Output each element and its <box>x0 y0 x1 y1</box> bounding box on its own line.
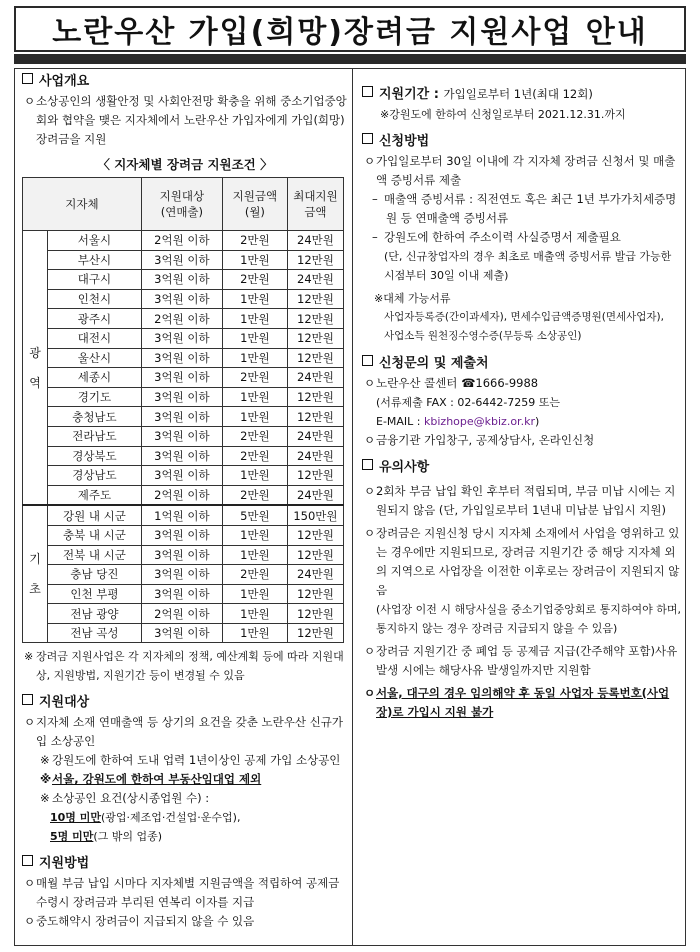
table-cell-region: 광주시 <box>48 309 142 329</box>
caution-item-3: ㅇ장려금 지원기간 중 폐업 등 공제금 지급(간주해약 포함)사유 발생 시에는 해당사유 발생일까지만 지원함 <box>364 644 678 677</box>
header-target: 지원대상 (연매출) <box>141 178 222 231</box>
table-cell-region: 전남 광양 <box>48 604 142 624</box>
target-note-gangwon: ※ 강원도에 한하여 도내 업력 1년이상인 공제 가입 소상공인 <box>40 753 341 768</box>
table-cell-target: 3억원 이하 <box>141 348 222 368</box>
table-cell-target: 3억원 이하 <box>141 289 222 309</box>
table-cell-region: 울산시 <box>48 348 142 368</box>
table-cell-max: 12만원 <box>287 623 343 643</box>
table-row <box>23 309 344 329</box>
circle-bullet-icon: ㅇ <box>24 876 36 891</box>
table-cell-max: 12만원 <box>287 289 343 309</box>
contact-email: E-MAIL : kbizhope@kbiz.or.kr) <box>376 415 540 428</box>
circle-bullet-icon: ㅇ <box>364 526 376 540</box>
table-cell-region: 충청남도 <box>48 407 142 427</box>
table-cell-amount: 1만원 <box>222 545 287 565</box>
table-cell-target: 3억원 이하 <box>141 525 222 545</box>
table-cell-max: 12만원 <box>287 584 343 604</box>
apply-sub-1: – 매출액 증빙서류 : 직전연도 혹은 최근 1년 부가가치세증명원 등 연매출액 증빙서류 <box>372 192 677 225</box>
circle-bullet-icon: ㅇ <box>24 715 36 730</box>
table-row <box>23 250 344 270</box>
table-row <box>23 270 344 290</box>
table-cell-target: 3억원 이하 <box>141 328 222 348</box>
table-cell-amount: 2만원 <box>222 368 287 388</box>
overview-text: ㅇ소상공인의 생활안정 및 사회안전망 확충을 위해 중소기업중앙회와 협약을 맺은 지자체에서 노란우산 가입자에게 가입(희망)장려금을 지원 <box>24 94 347 146</box>
right-column <box>362 72 682 722</box>
table-cell-amount: 1만원 <box>222 466 287 486</box>
circle-bullet-icon: ㅇ <box>364 686 376 700</box>
table-cell-amount: 5만원 <box>222 505 287 525</box>
table-cell-region: 강원 내 시군 <box>48 505 142 525</box>
circle-bullet-icon: ㅇ <box>24 914 36 929</box>
circle-bullet-icon: ㅇ <box>364 376 376 390</box>
table-cell-region: 경상남도 <box>48 466 142 486</box>
circle-bullet-icon: ㅇ <box>364 433 376 447</box>
caution-item-2-note: (사업장 이전 시 해당사실을 중소기업중앙회로 통지하여야 하며, 통지하지 않는 경우 장려금 지급되지 않을 수 있음) <box>376 603 682 635</box>
table-cell-amount: 2만원 <box>222 565 287 585</box>
table-group-label: 기 초 <box>23 505 48 643</box>
table-cell-max: 12만원 <box>287 604 343 624</box>
circle-bullet-icon: ㅇ <box>364 484 376 498</box>
table-cell-amount: 2만원 <box>222 270 287 290</box>
table-cell-region: 충남 당진 <box>48 565 142 585</box>
circle-bullet-icon: ㅇ <box>364 154 376 168</box>
table-cell-target: 3억원 이하 <box>141 584 222 604</box>
target-main: ㅇ지자체 소재 연매출액 등 상기의 요건을 갖춘 노란우산 신규가입 소상공인 <box>24 715 343 749</box>
section-overview-heading: 사업개요 <box>22 72 348 92</box>
table-cell-region: 충북 내 시군 <box>48 525 142 545</box>
checkbox-bullet-icon <box>362 355 373 366</box>
table-cell-max: 24만원 <box>287 231 343 251</box>
table-cell-region: 대전시 <box>48 328 142 348</box>
table-cell-amount: 2만원 <box>222 446 287 466</box>
table-cell-region: 서울시 <box>48 231 142 251</box>
header-max: 최대지원 금액 <box>287 178 343 231</box>
table-cell-target: 2억원 이하 <box>141 485 222 505</box>
table-cell-target: 3억원 이하 <box>141 426 222 446</box>
table-cell-amount: 1만원 <box>222 309 287 329</box>
title-underline <box>14 54 686 64</box>
left-column <box>22 72 348 931</box>
table-cell-target: 3억원 이하 <box>141 446 222 466</box>
table-cell-max: 24만원 <box>287 270 343 290</box>
table-row <box>23 407 344 427</box>
requirement-line-2: 5명 미만(그 밖의 업종) <box>50 830 163 844</box>
caution-item-2: ㅇ장려금은 지원신청 당시 지자체 소재에서 사업을 영위하고 있는 경우에만 지원되므로, 장려금 지원기간 중 해당 지자체 외의 지역으로 사업장을 이전한 이후로는 장려금이 지원되지 않음 <box>364 526 680 597</box>
table-cell-target: 3억원 이하 <box>141 270 222 290</box>
table-cell-amount: 1만원 <box>222 328 287 348</box>
table-cell-max: 12만원 <box>287 348 343 368</box>
table-cell-amount: 1만원 <box>222 387 287 407</box>
checkbox-bullet-icon <box>22 694 33 705</box>
table-cell-amount: 1만원 <box>222 525 287 545</box>
table-cell-amount: 1만원 <box>222 623 287 643</box>
table-cell-target: 3억원 이하 <box>141 250 222 270</box>
table-cell-amount: 1만원 <box>222 584 287 604</box>
table-cell-region: 인천시 <box>48 289 142 309</box>
reference-mark-icon: ※ <box>24 650 34 664</box>
table-cell-amount: 1만원 <box>222 407 287 427</box>
table-row <box>23 446 344 466</box>
section-period-heading: 지원기간 : 가입일로부터 1년(최대 12회) <box>362 84 682 105</box>
table-row <box>23 368 344 388</box>
table-cell-target: 3억원 이하 <box>141 545 222 565</box>
method-item-2: ㅇ중도해약시 장려금이 지급되지 않을 수 있음 <box>22 912 348 931</box>
checkbox-bullet-icon <box>362 86 373 97</box>
table-row <box>23 565 344 585</box>
table-cell-region: 경기도 <box>48 387 142 407</box>
title-banner <box>14 6 686 52</box>
table-row <box>23 387 344 407</box>
support-conditions-table <box>22 177 344 643</box>
alt-docs-line-1: 사업자등록증(간이과세자), 면세수입금액증명원(면세사업자), <box>384 311 664 323</box>
table-cell-target: 2억원 이하 <box>141 231 222 251</box>
section-contact-heading: 신청문의 및 제출처 <box>362 354 682 374</box>
alt-docs-title: ※대체 가능서류 <box>374 292 451 305</box>
table-cell-amount: 2만원 <box>222 231 287 251</box>
table-row <box>23 604 344 624</box>
caution-item-4: ㅇ서울, 대구의 경우 임의해약 후 동일 사업자 등록번호(사업장)로 가입시 지원 불가 <box>364 686 670 719</box>
table-cell-max: 24만원 <box>287 368 343 388</box>
section-apply-heading: 신청방법 <box>362 132 682 152</box>
apply-paren: (단, 신규창업자의 경우 최초로 매출액 증빙서류 발급 가능한 시점부터 30일 이내 제출) <box>384 250 672 282</box>
table-cell-max: 12만원 <box>287 466 343 486</box>
table-cell-region: 부산시 <box>48 250 142 270</box>
table-row <box>23 426 344 446</box>
table-cell-target: 1억원 이하 <box>141 505 222 525</box>
circle-bullet-icon: ㅇ <box>364 644 376 658</box>
table-cell-max: 12만원 <box>287 525 343 545</box>
table-row <box>23 289 344 309</box>
table-cell-target: 3억원 이하 <box>141 387 222 407</box>
table-cell-target: 3억원 이하 <box>141 407 222 427</box>
table-cell-target: 3억원 이하 <box>141 565 222 585</box>
section-caution-heading: 유의사항 <box>362 458 682 478</box>
table-cell-region: 제주도 <box>48 485 142 505</box>
table-cell-amount: 1만원 <box>222 348 287 368</box>
requirement-line-1: 10명 미만(광업·제조업·건설업·운수업), <box>50 811 241 825</box>
table-cell-max: 12만원 <box>287 309 343 329</box>
table-cell-max: 12만원 <box>287 328 343 348</box>
caution-item-1: ㅇ2회차 부금 납입 확인 후부터 적립되며, 부금 미납 시에는 지원되지 않음 (단, 가입일로부터 1년내 미납분 납입시 지원) <box>364 484 676 517</box>
contact-channels: ㅇ금융기관 가입창구, 공제상담사, 온라인신청 <box>362 431 682 450</box>
table-row <box>23 525 344 545</box>
table-group-label: 광 역 <box>23 231 48 506</box>
period-text: 가입일로부터 1년(최대 12회) <box>443 87 593 101</box>
table-cell-max: 12만원 <box>287 545 343 565</box>
period-note: ※강원도에 한하여 신청일로부터 2021.12.31.까지 <box>380 108 626 121</box>
section-target-heading: 지원대상 <box>22 693 348 713</box>
checkbox-bullet-icon <box>22 73 33 84</box>
checkbox-bullet-icon <box>362 133 373 144</box>
apply-sub-2: – 강원도에 한하여 주소이력 사실증명서 제출필요 <box>372 230 621 244</box>
table-cell-region: 전북 내 시군 <box>48 545 142 565</box>
checkbox-bullet-icon <box>22 855 33 866</box>
table-cell-region: 세종시 <box>48 368 142 388</box>
table-cell-max: 24만원 <box>287 565 343 585</box>
table-row <box>23 584 344 604</box>
table-row <box>23 231 344 251</box>
target-note-exclusion: ※서울, 강원도에 한하여 부동산임대업 제외 <box>40 772 262 787</box>
table-cell-max: 12만원 <box>287 387 343 407</box>
header-region: 지자체 <box>23 178 142 231</box>
table-cell-target: 2억원 이하 <box>141 604 222 624</box>
apply-item-1: ㅇ가입일로부터 30일 이내에 각 지자체 장려금 신청서 및 매출액 증빙서류 제출 <box>364 154 676 187</box>
column-divider <box>352 68 353 946</box>
page-title: 노란우산 가입(희망)장려금 지원사업 안내 <box>52 15 648 50</box>
target-note-requirement: ※ 소상공인 요건(상시종업원 수) : <box>40 791 210 806</box>
table-cell-amount: 1만원 <box>222 289 287 309</box>
table-row <box>23 348 344 368</box>
table-cell-amount: 2만원 <box>222 485 287 505</box>
table-cell-amount: 1만원 <box>222 604 287 624</box>
table-cell-max: 150만원 <box>287 505 343 525</box>
table-cell-target: 3억원 이하 <box>141 368 222 388</box>
circle-bullet-icon: ㅇ <box>24 94 36 108</box>
table-cell-max: 24만원 <box>287 446 343 466</box>
contact-callcenter: ㅇ노란우산 콜센터 ☎1666-9988 <box>362 374 682 393</box>
table-cell-region: 대구시 <box>48 270 142 290</box>
table-footnote: ※ 장려금 지원사업은 각 지자체의 정책, 예산계획 등에 따라 지원대상, 지원방법, 지원기간 등이 변경될 수 있음 <box>22 647 348 685</box>
table-cell-region: 전라남도 <box>48 426 142 446</box>
email-link[interactable]: kbizhope@kbiz.or.kr <box>424 415 535 428</box>
section-method-heading: 지원방법 <box>22 854 348 874</box>
table-body <box>23 231 344 643</box>
method-item-1: ㅇ매월 부금 납입 시마다 지자체별 지원금액을 적립하여 공제금 수령시 장려금과 부리된 연복리 이자를 지급 <box>24 876 340 910</box>
table-cell-region: 인천 부평 <box>48 584 142 604</box>
table-cell-max: 12만원 <box>287 250 343 270</box>
table-cell-max: 12만원 <box>287 407 343 427</box>
table-row <box>23 505 344 525</box>
contact-fax: (서류제출 FAX : 02-6442-7259 또는 <box>376 396 561 409</box>
table-cell-target: 3억원 이하 <box>141 466 222 486</box>
table-row <box>23 328 344 348</box>
header-amount: 지원금액 (월) <box>222 178 287 231</box>
table-cell-target: 3억원 이하 <box>141 623 222 643</box>
table-row <box>23 545 344 565</box>
table-caption: 〈 지자체별 장려금 지원조건 〉 <box>97 157 273 172</box>
table-cell-region: 경상북도 <box>48 446 142 466</box>
table-cell-region: 전남 곡성 <box>48 623 142 643</box>
table-cell-target: 2억원 이하 <box>141 309 222 329</box>
table-cell-amount: 2만원 <box>222 426 287 446</box>
table-cell-max: 24만원 <box>287 426 343 446</box>
table-cell-amount: 1만원 <box>222 250 287 270</box>
table-row <box>23 466 344 486</box>
table-cell-max: 24만원 <box>287 485 343 505</box>
table-header-row <box>23 178 344 231</box>
table-row <box>23 485 344 505</box>
alt-docs-line-2: 사업소득 원천징수영수증(무등록 소상공인) <box>384 330 582 342</box>
table-row <box>23 623 344 643</box>
checkbox-bullet-icon <box>362 459 373 470</box>
